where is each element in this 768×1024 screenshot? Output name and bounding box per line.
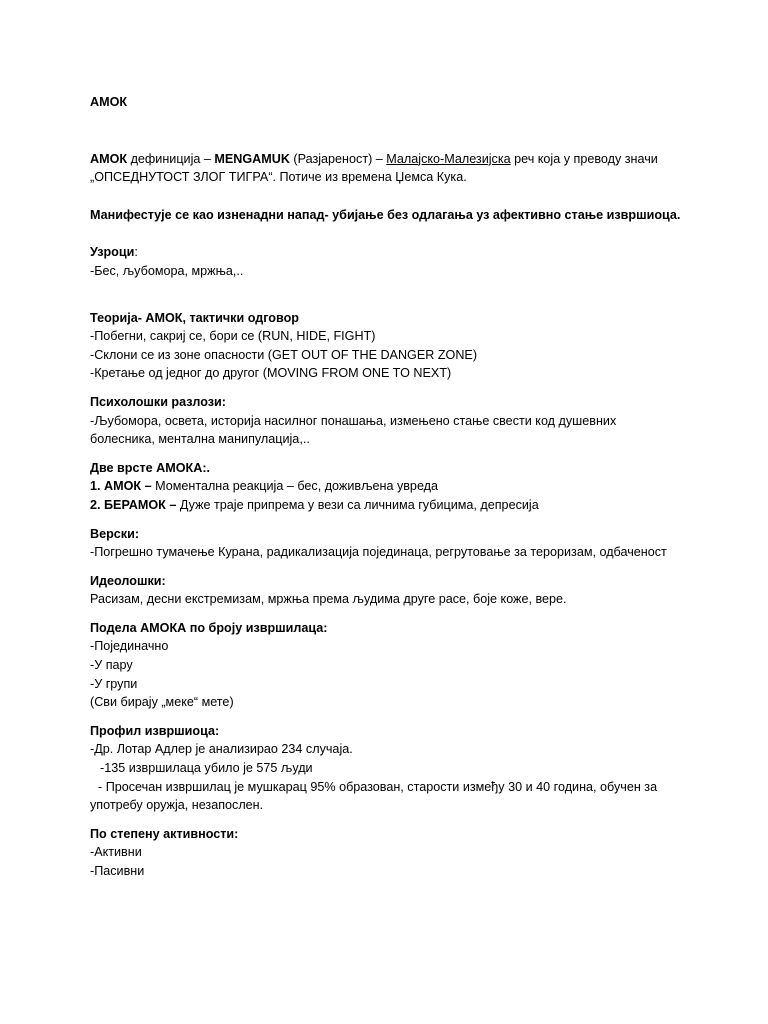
- psych-heading: Психолошки разлози:: [90, 394, 226, 409]
- definition-text-3: реч која у преводу значи: [510, 151, 658, 166]
- theory-line: -Кретање од једног до другог (MOVING FROM ONE TO NEXT): [90, 366, 452, 381]
- causes-heading-text: Узроци: [90, 245, 135, 260]
- causes-line: -Бес, љубомора, мржња,..: [90, 263, 244, 278]
- definition-term: АМОК: [90, 151, 128, 166]
- origin-link[interactable]: Малајско-Малезијска: [386, 151, 511, 166]
- religious-heading: Верски:: [90, 526, 140, 541]
- type-item-label: 2. БЕРАМОК –: [90, 497, 180, 512]
- division-line: (Сви бирају „меке“ мете): [90, 695, 234, 710]
- definition-line-1: [90, 150, 690, 169]
- type-item-text: Дуже траје припрема у вези са личнима губицима, депресија: [179, 497, 539, 512]
- profile-line: -135 извршилаца убило је 575 људи: [100, 761, 313, 776]
- profile-line: употребу оружја, незапослен.: [90, 798, 264, 813]
- type-item: [90, 477, 690, 496]
- profile-line: -Др. Лотар Адлер је анализирао 234 случаја.: [90, 742, 353, 757]
- ideological-heading: Идеолошки:: [90, 573, 166, 588]
- activity-line: -Активни: [90, 845, 142, 860]
- causes-heading-colon: :: [134, 245, 138, 260]
- profile-heading: Профил извршиоца:: [90, 723, 220, 738]
- definition-text-2: (Разјареност) –: [289, 151, 387, 166]
- definition-line-2: „ОПСЕДНУТОСТ ЗЛОГ ТИГРА“. Потиче из времена Џемса Кука.: [90, 170, 467, 185]
- division-line: -Појединачно: [90, 639, 169, 654]
- psych-line: болесника, ментална манипулација,..: [90, 432, 310, 447]
- document-page: [90, 93, 690, 881]
- document-title: АМОК: [90, 95, 128, 109]
- division-line: -У групи: [90, 676, 138, 691]
- type-item-text: Моментална реакција – бес, доживљена увреда: [155, 479, 439, 494]
- theory-line: -Склони се из зоне опасности (GET OUT OF THE DANGER ZONE): [90, 347, 478, 362]
- definition-text-1: дефиниција –: [127, 151, 215, 166]
- type-item: [90, 496, 690, 515]
- type-item-label: 1. АМОК –: [90, 479, 156, 494]
- profile-line: - Просечан извршилац је мушкарац 95% образован, старости између 30 и 40 година, обучен за: [98, 779, 658, 794]
- activity-heading: По степену активности:: [90, 826, 239, 841]
- theory-line: -Побегни, сакриј се, бори се (RUN, HIDE, FIGHT): [90, 329, 376, 344]
- psych-line: -Љубомора, освета, историја насилног понашања, измењено стање свести код душевних: [90, 413, 617, 428]
- activity-line: -Пасивни: [90, 864, 145, 878]
- types-heading: Две врсте АМОКА:.: [90, 460, 211, 475]
- theory-heading: Теорија- АМОК, тактички одговор: [90, 310, 299, 325]
- manifest-statement: Манифестује се као изненадни напад- убијање без одлагања уз афективно стање извршиоца.: [90, 207, 681, 222]
- division-line: -У пару: [90, 658, 133, 673]
- malay-term: MENGAMUK: [214, 151, 290, 166]
- causes-heading: [90, 243, 690, 262]
- ideological-line: Расизам, десни екстремизам, мржња према људима друге расе, боје коже, вере.: [90, 592, 567, 607]
- religious-line: -Погрешно тумачење Курана, радикализација појединаца, регрутовање за тероризам, одбаченост: [90, 545, 667, 560]
- division-heading: Подела АМОКА по броју извршилаца:: [90, 620, 328, 635]
